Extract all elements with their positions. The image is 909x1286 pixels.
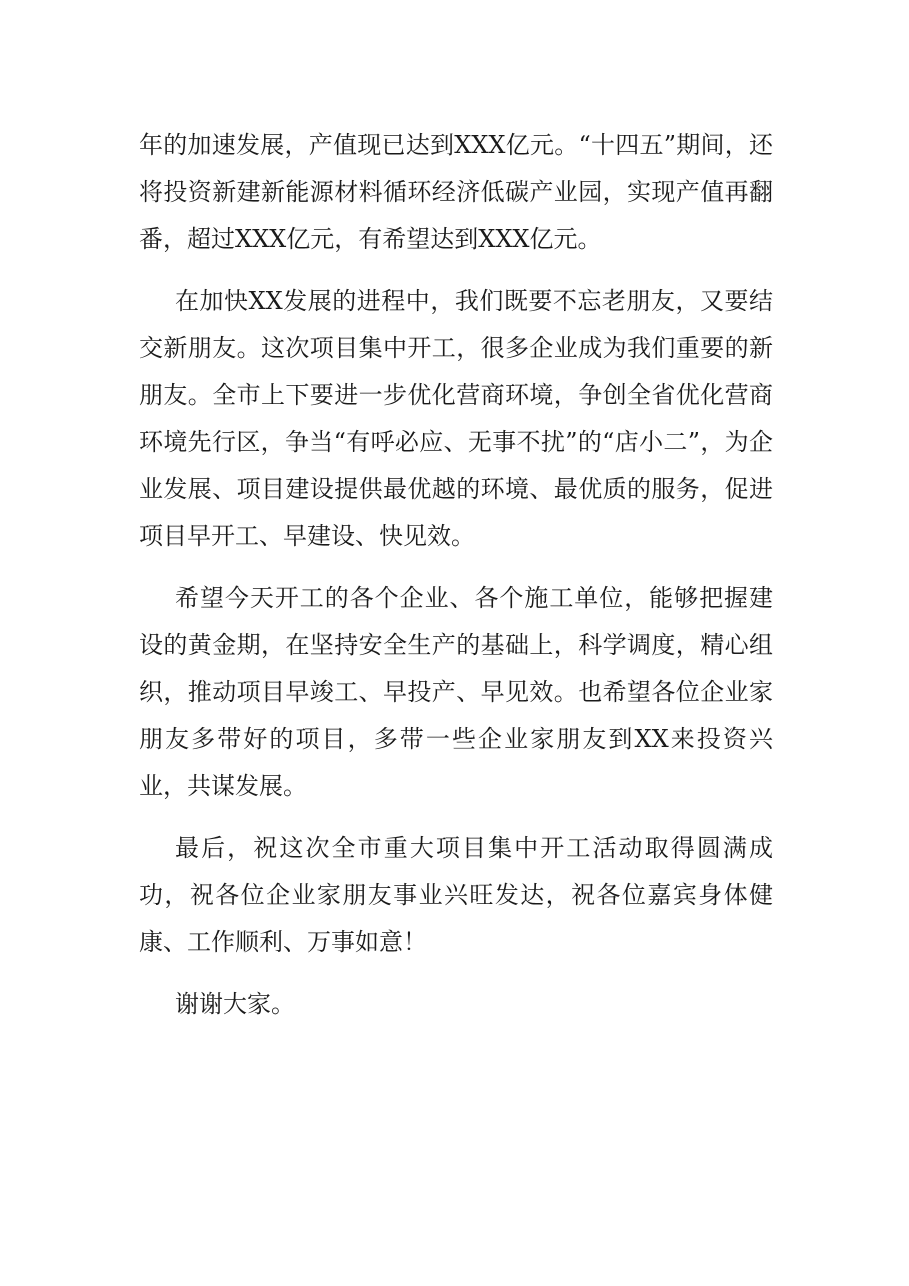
paragraph-1: 年的加速发展，产值现已达到XXX亿元。“十四五”期间，还将投资新建新能源材料循环经济低碳产业园，实现产值再翻番，超过XXX亿元，有希望达到XXX亿元。 xyxy=(139,131,773,253)
paragraph-5: 谢谢大家。 xyxy=(175,990,295,1018)
paragraph-4: 最后，祝这次全市重大项目集中开工活动取得圆满成功，祝各位企业家朋友事业兴旺发达，祝各位嘉宾身体健康、工作顺利、万事如意！ xyxy=(139,834,773,956)
paragraph-3: 希望今天开工的各个企业、各个施工单位，能够把握建设的黄金期，在坚持安全生产的基础上，科学调度，精心组织，推动项目早竣工、早投产、早见效。也希望各位企业家朋友多带好的项目，多带一些企业家朋友到XX来投资兴业，共谋发展。 xyxy=(139,584,773,800)
paragraph-2: 在加快XX发展的进程中，我们既要不忘老朋友，又要结交新朋友。这次项目集中开工，很多企业成为我们重要的新朋友。全市上下要进一步优化营商环境，争创全省优化营商环境先行区，争当“有呼必应、无事不扰”的“店小二”，为企业发展、项目建设提供最优越的环境、最优质的服务，促进项目早开工、早建设、快见效。 xyxy=(139,287,773,550)
